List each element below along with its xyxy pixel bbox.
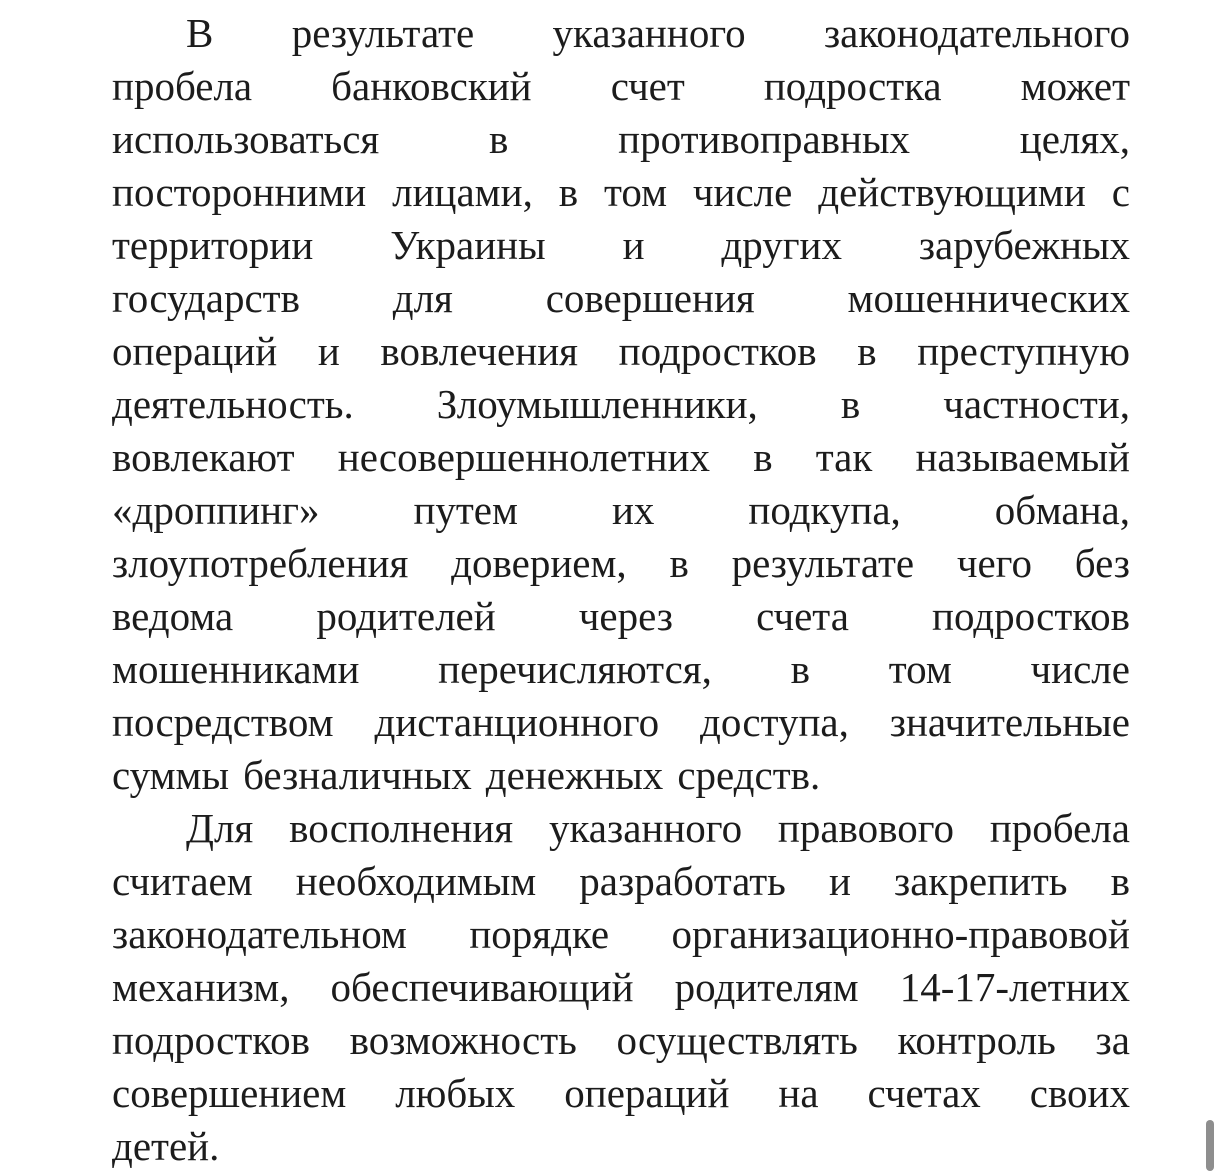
word: Украины (390, 222, 546, 268)
word: территории (112, 222, 314, 268)
text-line (112, 858, 1130, 904)
text-line (112, 699, 1130, 745)
word: «дроппинг» (112, 487, 320, 533)
word: ведома (112, 593, 234, 639)
word: счет (610, 63, 685, 109)
word: обмана, (994, 487, 1130, 533)
word: в (669, 540, 689, 586)
text-line (112, 646, 1130, 692)
word: подростков (618, 328, 817, 374)
word: без (1074, 540, 1130, 586)
text-line (112, 434, 1130, 480)
word: детей. (112, 1123, 220, 1169)
word: за (1095, 1017, 1130, 1063)
word: денежных (485, 752, 664, 798)
word: вовлечения (380, 328, 578, 374)
word: вовлекают (112, 434, 295, 480)
word: совершением (112, 1070, 347, 1116)
word: В (186, 10, 214, 56)
text-line (112, 381, 1130, 427)
word: 14-17-летних (899, 964, 1130, 1010)
cut-off-text-fragment (500, 0, 530, 2)
word: может (1020, 63, 1130, 109)
word: в (790, 646, 810, 692)
word: законодательном (112, 911, 407, 957)
word: дистанционного (374, 699, 660, 745)
word: деятельность. (112, 381, 354, 427)
vertical-scrollbar[interactable] (1206, 1120, 1214, 1171)
word: своих (1029, 1070, 1130, 1116)
word: результате (291, 10, 475, 56)
word: преступную (917, 328, 1130, 374)
text-line (112, 593, 1130, 639)
text-line (112, 911, 1130, 957)
word: использоваться (112, 116, 380, 162)
word: в (1110, 858, 1130, 904)
word: безналичных (243, 752, 472, 798)
word: организационно-правовой (671, 911, 1130, 957)
text-line (112, 752, 1130, 798)
word: восполнения (289, 805, 514, 851)
word: так (815, 434, 873, 480)
word: подростка (763, 63, 942, 109)
word: необходимым (295, 858, 537, 904)
word: любых (395, 1070, 516, 1116)
word: считаем (112, 858, 253, 904)
word: посредством (112, 699, 334, 745)
word: целях, (1019, 116, 1130, 162)
word: и (622, 222, 645, 268)
word: законодательного (823, 10, 1130, 56)
word: операций (112, 328, 278, 374)
word: мошенниками (112, 646, 360, 692)
word: указанного (552, 10, 746, 56)
word: счетах (867, 1070, 981, 1116)
text-line (112, 1123, 1130, 1169)
word: подкупа, (748, 487, 901, 533)
word: банковский (331, 63, 532, 109)
word: доступа, (699, 699, 849, 745)
word: называемый (915, 434, 1130, 480)
word: перечисляются, (438, 646, 712, 692)
word: Злоумышленники, (436, 381, 758, 427)
text-line (112, 222, 1130, 268)
word: средств. (677, 752, 821, 798)
word: результате (731, 540, 915, 586)
word: пробела (989, 805, 1130, 851)
word: в (489, 116, 509, 162)
word: значительные (889, 699, 1130, 745)
word: родителей (316, 593, 496, 639)
word: указанного (549, 805, 743, 851)
word: других (721, 222, 842, 268)
word: возможность (349, 1017, 577, 1063)
word: лицами, (392, 169, 533, 215)
word: суммы (112, 752, 230, 798)
word: том (603, 169, 668, 215)
word: чего (956, 540, 1032, 586)
word: с (1111, 169, 1130, 215)
word: родителям (674, 964, 859, 1010)
word: их (611, 487, 655, 533)
word: действующими (818, 169, 1086, 215)
word: и (317, 328, 340, 374)
word: на (778, 1070, 819, 1116)
word: Для (186, 805, 254, 851)
word: путем (413, 487, 518, 533)
word: через (578, 593, 673, 639)
text-line (112, 275, 1130, 321)
word: злоупотребления (112, 540, 409, 586)
word: в (753, 434, 773, 480)
word: государств (112, 275, 300, 321)
word: пробела (112, 63, 253, 109)
word: мошеннических (847, 275, 1130, 321)
word: зарубежных (918, 222, 1130, 268)
text-line (112, 964, 1130, 1010)
word: механизм, (112, 964, 290, 1010)
word: частности, (943, 381, 1130, 427)
word: контроль (897, 1017, 1056, 1063)
word: том (888, 646, 952, 692)
word: операций (564, 1070, 730, 1116)
word: правового (777, 805, 954, 851)
word: в (840, 381, 861, 427)
word: разработать (579, 858, 786, 904)
text-line (112, 487, 1130, 533)
word: и (828, 858, 851, 904)
text-line (112, 116, 1130, 162)
word: осуществлять (616, 1017, 858, 1063)
word: несовершеннолетних (337, 434, 710, 480)
word: в (558, 169, 579, 215)
word: закрепить (894, 858, 1068, 904)
text-line (112, 540, 1130, 586)
word: для (392, 275, 453, 321)
word: счета (756, 593, 849, 639)
word: подростков (932, 593, 1130, 639)
text-line (112, 1070, 1130, 1116)
text-line (112, 328, 1130, 374)
word: совершения (545, 275, 755, 321)
text-line (112, 1017, 1130, 1063)
text-line (186, 805, 1130, 851)
word: в (857, 328, 877, 374)
text-line (186, 10, 1130, 56)
word: числе (692, 169, 793, 215)
word: порядке (469, 911, 610, 957)
word: доверием, (451, 540, 627, 586)
word: обеспечивающий (330, 964, 634, 1010)
word: противоправных (618, 116, 910, 162)
text-line (112, 63, 1130, 109)
word: подростков (112, 1017, 310, 1063)
word: посторонними (112, 169, 367, 215)
word: числе (1030, 646, 1130, 692)
text-line (112, 169, 1130, 215)
